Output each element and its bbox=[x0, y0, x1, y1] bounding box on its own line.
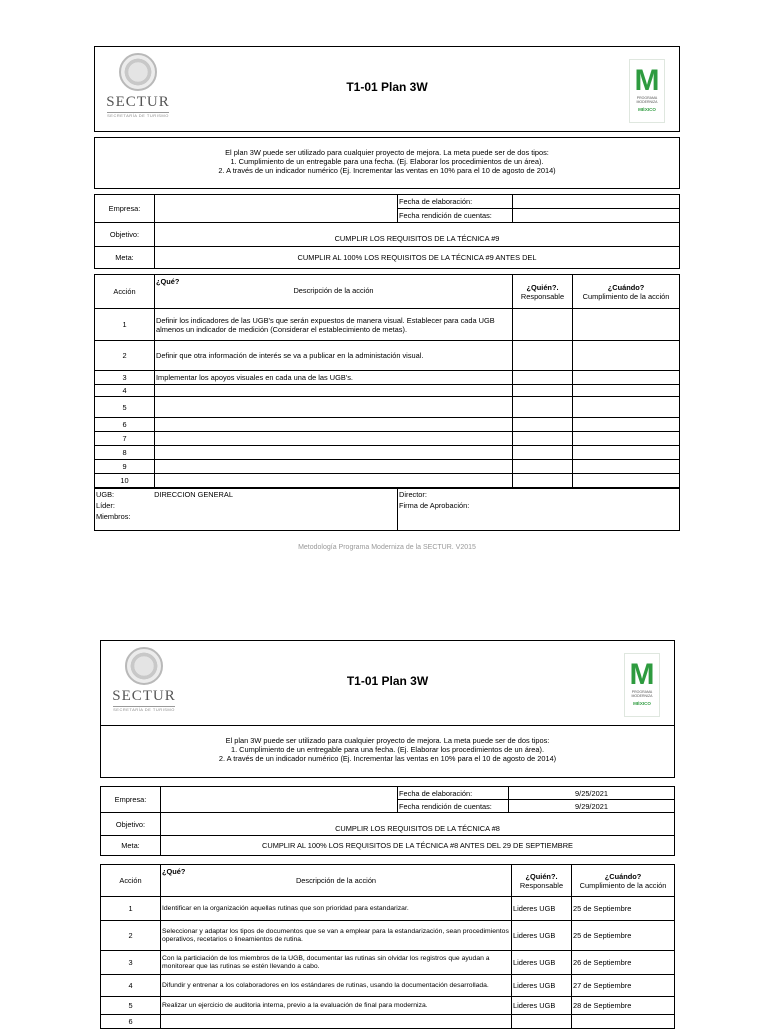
table-row: 5 Realizar un ejercicio de auditoria interna, previo a la evaluación de final para moderniza. Lideres UGB 28 de Septiembre bbox=[101, 997, 675, 1015]
signature-table bbox=[94, 488, 680, 531]
form-title: T1-01 Plan 3W bbox=[346, 80, 428, 94]
action-description[interactable]: Difundir y entrenar a los colaboradores en los estándares de rutinas, usando la documentación desarrollada. bbox=[161, 975, 512, 997]
empresa-label: Empresa: bbox=[101, 787, 161, 813]
table-row: 4 bbox=[95, 385, 680, 397]
sectur-logo: SECTUR SECRETARÍA DE TURISMO bbox=[103, 53, 173, 118]
plan-3w-form-2 bbox=[100, 640, 675, 1029]
table-row: 8 bbox=[95, 446, 680, 460]
table-row: 4 Difundir y entrenar a los colaboradores en los estándares de rutinas, usando la documentación desarrollada. Lideres UGB 27 de Septiembre bbox=[101, 975, 675, 997]
info-table bbox=[100, 786, 675, 856]
cuando-header: ¿Cuándo? Cumplimiento de la acción bbox=[573, 275, 680, 309]
approval-block: Director: Firma de Aprobación: bbox=[398, 489, 680, 531]
form-title: T1-01 Plan 3W bbox=[346, 674, 429, 688]
intro-text: El plan 3W puede ser utilizado para cualquier proyecto de mejora. La meta puede ser de dos tipos: 1. Cumplimiento de un entregable para una fecha. (Ej. Elaborar los procedimientos de un área). 2. A través de un indicador numérico (Ej. Incrementar las ventas en 10% para el 10 de agosto de 2014) bbox=[100, 726, 675, 778]
ugb-value: DIRECCION GENERAL bbox=[154, 490, 233, 499]
fecha-rendicion-field[interactable]: 9/29/2021 bbox=[509, 800, 675, 813]
table-row: 1 Definir los indicadores de las UGB's que serán expuestos de manera visual. Establecer para cada UGB almenos un indicador de medición (Considerar el establecimiento de metas). bbox=[95, 309, 680, 341]
meta-label: Meta: bbox=[95, 247, 155, 269]
table-row: 6 bbox=[95, 418, 680, 432]
objetivo-value: CUMPLIR LOS REQUISITOS DE LA TÉCNICA #9 bbox=[155, 223, 680, 247]
table-row: 7 bbox=[95, 432, 680, 446]
moderniza-logo: M PROGRAMA MODERNIZA MÉXICO bbox=[629, 59, 665, 123]
plan-3w-form-1 bbox=[94, 46, 680, 551]
meta-label: Meta: bbox=[101, 836, 161, 856]
empresa-field[interactable] bbox=[161, 787, 398, 813]
actions-table bbox=[94, 274, 680, 488]
table-row: 10 bbox=[95, 474, 680, 488]
accion-header: Acción bbox=[101, 865, 161, 897]
ugb-block: UGB: DIRECCION GENERAL Líder: Miembros: bbox=[95, 489, 398, 531]
table-row: 1 Identificar en la organización aquellas rutinas que son prioridad para estandarizar. Lideres UGB 25 de Septiembre bbox=[101, 897, 675, 921]
form-header bbox=[94, 46, 680, 132]
que-header: ¿Qué? Descripción de la acción bbox=[161, 865, 512, 897]
action-description[interactable]: Seleccionar y adaptar los tipos de documentos que se van a emplear para la estandarización, sean procedimientos operativos, recetarios o lineamientos de rutina. bbox=[161, 921, 512, 951]
cuando-header: ¿Cuándo? Cumplimiento de la acción bbox=[572, 865, 675, 897]
fecha-rendicion-label: Fecha rendición de cuentas: bbox=[398, 800, 509, 813]
fecha-elaboracion-label: Fecha de elaboración: bbox=[398, 787, 509, 800]
meta-value: CUMPLIR AL 100% LOS REQUISITOS DE LA TÉCNICA #9 ANTES DEL bbox=[155, 247, 680, 269]
objetivo-label: Objetivo: bbox=[95, 223, 155, 247]
table-row: 2 Seleccionar y adaptar los tipos de documentos que se van a emplear para la estandarización, sean procedimientos operativos, recetarios o lineamientos de rutina. Lideres UGB 25 de Septiembre bbox=[101, 921, 675, 951]
fecha-elaboracion-field[interactable]: 9/25/2021 bbox=[509, 787, 675, 800]
actions-table bbox=[100, 864, 675, 1029]
fecha-rendicion-field[interactable] bbox=[513, 209, 680, 223]
fecha-elaboracion-label: Fecha de elaboración: bbox=[398, 195, 513, 209]
action-description[interactable]: Definir que otra información de interés se va a publicar en la administación visual. bbox=[155, 341, 513, 371]
que-header: ¿Qué? Descripción de la acción bbox=[155, 275, 513, 309]
empresa-field[interactable] bbox=[155, 195, 398, 223]
moderniza-logo: M PROGRAMA MODERNIZA MÉXICO bbox=[624, 653, 660, 717]
form-header bbox=[100, 640, 675, 726]
table-row: 3 Implementar los apoyos visuales en cada una de las UGB's. bbox=[95, 371, 680, 385]
action-description[interactable]: Realizar un ejercicio de auditoria interna, previo a la evaluación de final para moderniza. bbox=[161, 997, 512, 1015]
action-description[interactable]: Definir los indicadores de las UGB's que serán expuestos de manera visual. Establecer para cada UGB almenos un indicador de medición (Considerar el establecimiento de metas). bbox=[155, 309, 513, 341]
objetivo-label: Objetivo: bbox=[101, 813, 161, 836]
fecha-rendicion-label: Fecha rendición de cuentas: bbox=[398, 209, 513, 223]
action-description[interactable]: Implementar los apoyos visuales en cada una de las UGB's. bbox=[155, 371, 513, 385]
table-row: 2 Definir que otra información de interés se va a publicar en la administación visual. bbox=[95, 341, 680, 371]
table-row: 5 bbox=[95, 397, 680, 418]
quien-header: ¿Quién?. Responsable bbox=[512, 865, 572, 897]
info-table bbox=[94, 194, 680, 269]
accion-header: Acción bbox=[95, 275, 155, 309]
table-row: 3 Con la particiación de los miembros de la UGB, documentar las rutinas sin olvidar los registros que ayudan a monitorear que las rutinas se estén llevando a cabo. Lideres UGB 26 de Septiembre bbox=[101, 951, 675, 975]
action-description[interactable]: Con la particiación de los miembros de la UGB, documentar las rutinas sin olvidar los registros que ayudan a monitorear que las rutinas se estén llevando a cabo. bbox=[161, 951, 512, 975]
intro-text: El plan 3W puede ser utilizado para cualquier proyecto de mejora. La meta puede ser de dos tipos: 1. Cumplimiento de un entregable para una fecha. (Ej. Elaborar los procedimientos de un área). 2. A través de un indicador numérico (Ej. Incrementar las ventas en 10% para el 10 de agosto de 2014) bbox=[94, 137, 680, 189]
quien-header: ¿Quién?. Responsable bbox=[513, 275, 573, 309]
empresa-label: Empresa: bbox=[95, 195, 155, 223]
footer-note: Metodología Programa Moderniza de la SECTUR. V2015 bbox=[298, 544, 476, 551]
table-row: 6 bbox=[101, 1015, 675, 1029]
table-row: 9 bbox=[95, 460, 680, 474]
meta-value: CUMPLIR AL 100% LOS REQUISITOS DE LA TÉCNICA #8 ANTES DEL 29 DE SEPTIEMBRE bbox=[161, 836, 675, 856]
sectur-logo: SECTUR SECRETARÍA DE TURISMO bbox=[109, 647, 179, 712]
objetivo-value: CUMPLIR LOS REQUISITOS DE LA TÉCNICA #8 bbox=[161, 813, 675, 836]
fecha-elaboracion-field[interactable] bbox=[513, 195, 680, 209]
action-description[interactable]: Identificar en la organización aquellas rutinas que son prioridad para estandarizar. bbox=[161, 897, 512, 921]
